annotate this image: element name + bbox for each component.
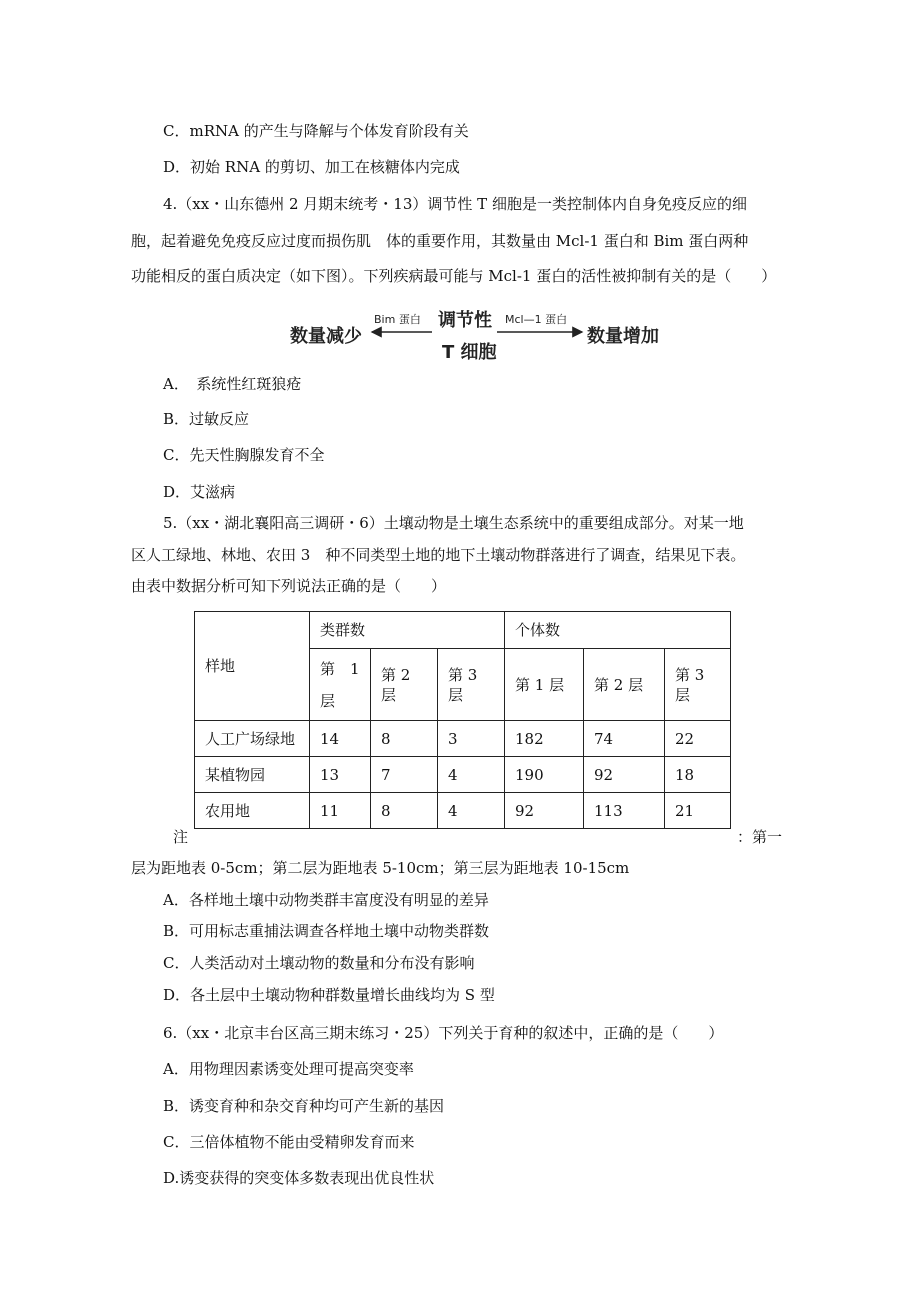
q5-option-a: A．各样地土壤中动物类群丰富度没有明显的差异 <box>163 891 489 909</box>
soil-animal-table <box>194 611 731 829</box>
q3-option-c: C．mRNA 的产生与降解与个体发育阶段有关 <box>163 122 469 140</box>
mcl1-protein-label: Mcl—1 蛋白 <box>505 313 568 326</box>
q4-stem-line1: 4.（xx・山东德州 2 月期末统考・13）调节性 T 细胞是一类控制体内自身免疫反应的细 <box>163 195 747 213</box>
increase-label: 数量增加 <box>587 326 659 347</box>
group-cell: 7 <box>371 757 438 793</box>
q6-option-b: B．诱变育种和杂交育种均可产生新的基因 <box>163 1097 445 1115</box>
group-cell: 8 <box>371 793 438 829</box>
site-cell: 某植物园 <box>195 757 310 793</box>
bim-protein-label: Bim 蛋白 <box>374 313 421 326</box>
table-row <box>195 757 731 793</box>
group-layer-2-header: 第 2 层 <box>371 649 438 721</box>
individual-count-header: 个体数 <box>505 612 731 649</box>
q6-option-d: D.诱变获得的突变体多数表现出优良性状 <box>163 1169 435 1187</box>
group-layer-1-header <box>310 649 371 721</box>
group-cell: 4 <box>438 757 505 793</box>
count-cell: 92 <box>584 757 665 793</box>
site-header: 样地 <box>195 612 310 721</box>
t-cell-label: T 细胞 <box>442 342 497 363</box>
decrease-label: 数量减少 <box>290 326 362 347</box>
q4-option-d: D．艾滋病 <box>163 483 236 501</box>
q6-option-c: C．三倍体植物不能由受精卵发育而来 <box>163 1133 415 1151</box>
count-cell: 22 <box>665 721 731 757</box>
group-cell: 13 <box>310 757 371 793</box>
group-layer-1-part-a: 第 1 <box>320 659 360 678</box>
group-cell: 4 <box>438 793 505 829</box>
q4-option-c: C．先天性胸腺发育不全 <box>163 446 325 464</box>
q6-stem: 6.（xx・北京丰台区高三期末练习・25）下列关于育种的叙述中，正确的是（ ） <box>163 1024 724 1042</box>
site-cell: 农用地 <box>195 793 310 829</box>
note-first-layer: ：第一 <box>737 828 783 846</box>
regulatory-label: 调节性 <box>438 310 492 331</box>
q5-option-d: D．各土层中土壤动物种群数量增长曲线均为 S 型 <box>163 986 495 1004</box>
count-cell: 18 <box>665 757 731 793</box>
q4-option-a: A． 系统性红斑狼疮 <box>163 375 302 393</box>
count-layer-2-header: 第 2 层 <box>584 649 665 721</box>
q3-option-d: D．初始 RNA 的剪切、加工在核糖体内完成 <box>163 158 460 176</box>
group-cell: 11 <box>310 793 371 829</box>
count-cell: 182 <box>505 721 584 757</box>
group-cell: 8 <box>371 721 438 757</box>
q5-option-b: B．可用标志重捕法调查各样地土壤中动物类群数 <box>163 922 490 940</box>
table-header-row <box>195 612 731 649</box>
note-line2: 层为距地表 0-5cm；第二层为距地表 5-10cm；第三层为距地表 10-15cm <box>131 859 630 877</box>
q6-option-a: A．用物理因素诱变处理可提高突变率 <box>163 1060 414 1078</box>
q5-stem-line1: 5.（xx・湖北襄阳高三调研・6）土壤动物是土壤生态系统中的重要组成部分。对某一地 <box>163 514 744 532</box>
q5-stem-line2: 区人工绿地、林地、农田 3 种不同类型土地的地下土壤动物群落进行了调查，结果见下表。 <box>131 546 746 564</box>
regulatory-t-cell-diagram <box>290 300 670 370</box>
q4-stem-line3: 功能相反的蛋白质决定（如下图）。下列疾病最可能与 Mcl-1 蛋白的活性被抑制有关的是（ ） <box>131 267 777 285</box>
count-cell: 113 <box>584 793 665 829</box>
q5-option-c: C．人类活动对土壤动物的数量和分布没有影响 <box>163 954 475 972</box>
group-cell: 14 <box>310 721 371 757</box>
count-cell: 92 <box>505 793 584 829</box>
q5-stem-line3: 由表中数据分析可知下列说法正确的是（ ） <box>131 577 447 595</box>
group-layer-1-part-b: 层 <box>320 691 336 710</box>
group-count-header: 类群数 <box>310 612 505 649</box>
count-cell: 21 <box>665 793 731 829</box>
group-layer-3-header: 第 3 层 <box>438 649 505 721</box>
count-cell: 74 <box>584 721 665 757</box>
count-layer-3-header: 第 3 层 <box>665 649 731 721</box>
site-cell: 人工广场绿地 <box>195 721 310 757</box>
table-row <box>195 721 731 757</box>
q4-stem-line2: 胞，起着避免免疫反应过度而损伤肌 体的重要作用，其数量由 Mcl-1 蛋白和 Bim 蛋白两种 <box>131 232 749 250</box>
group-cell: 3 <box>438 721 505 757</box>
count-cell: 190 <box>505 757 584 793</box>
table-row <box>195 793 731 829</box>
count-layer-1-header: 第 1 层 <box>505 649 584 721</box>
note-label: 注 <box>173 828 189 846</box>
q4-option-b: B．过敏反应 <box>163 410 250 428</box>
